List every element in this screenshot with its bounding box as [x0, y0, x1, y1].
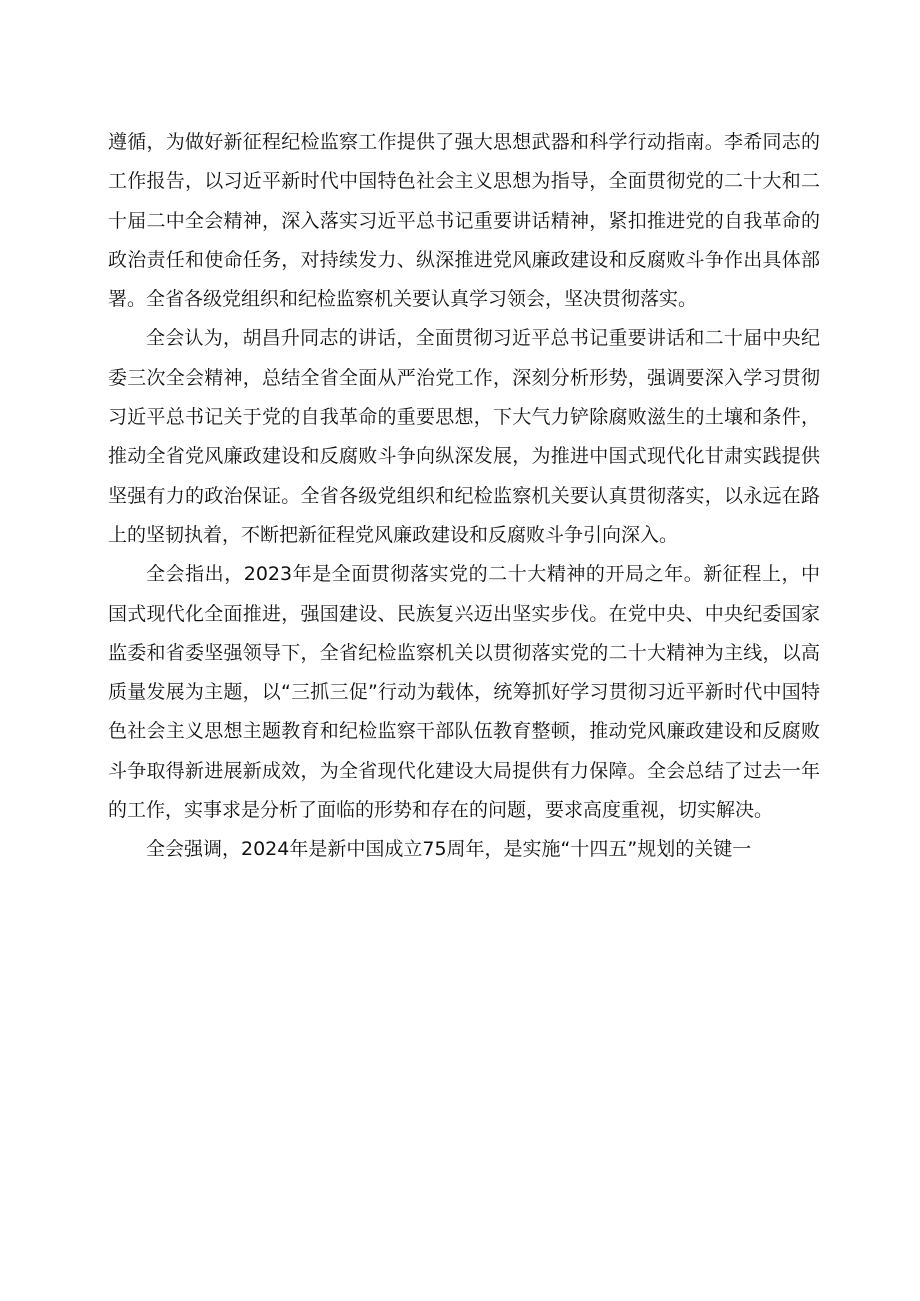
paragraph-2: 全会认为，胡昌升同志的讲话，全面贯彻习近平总书记重要讲话和二十届中央纪委三次全会精神，总结全省全面从严治党工作，深刻分析形势，强调要深入学习贯彻习近平总书记关于党的自我革命的重要思想，下大气力铲除腐败滋生的土壤和条件，推动全省党风廉政建设和反腐败斗争向纵深发展，为推进中国式现代化甘肃实践提供坚强有力的政治保证。全省各级党组织和纪检监察机关要认真贯彻落实，以永远在路上的坚韧执着，不断把新征程党风廉政建设和反腐败斗争引向深入。: [108, 327, 820, 546]
paragraph-4: 全会强调，2024年是新中国成立75周年，是实施“十四五”规划的关键一: [146, 838, 752, 861]
document-body: [108, 123, 820, 870]
paragraph-1: 遵循，为做好新征程纪检监察工作提供了强大思想武器和科学行动指南。李希同志的工作报告，以习近平新时代中国特色社会主义思想为指导，全面贯彻党的二十大和二十届二中全会精神，深入落实习近平总书记重要讲话精神，紧扣推进党的自我革命的政治责任和使命任务，对持续发力、纵深推进党风廉政建设和反腐败斗争作出具体部署。全省各级党组织和纪检监察机关要认真学习领会，坚决贯彻落实。: [108, 131, 820, 311]
paragraph-3: 全会指出，2023年是全面贯彻落实党的二十大精神的开局之年。新征程上，中国式现代化全面推进，强国建设、民族复兴迈出坚实步伐。在党中央、中央纪委国家监委和省委坚强领导下，全省纪检监察机关以贯彻落实党的二十大精神为主线，以高质量发展为主题，以“三抓三促”行动为载体，统筹抓好学习贯彻习近平新时代中国特色社会主义思想主题教育和纪检监察干部队伍教育整顿，推动党风廉政建设和反腐败斗争取得新进展新成效，为全省现代化建设大局提供有力保障。全会总结了过去一年的工作，实事求是分析了面临的形势和存在的问题，要求高度重视，切实解决。: [108, 563, 820, 822]
